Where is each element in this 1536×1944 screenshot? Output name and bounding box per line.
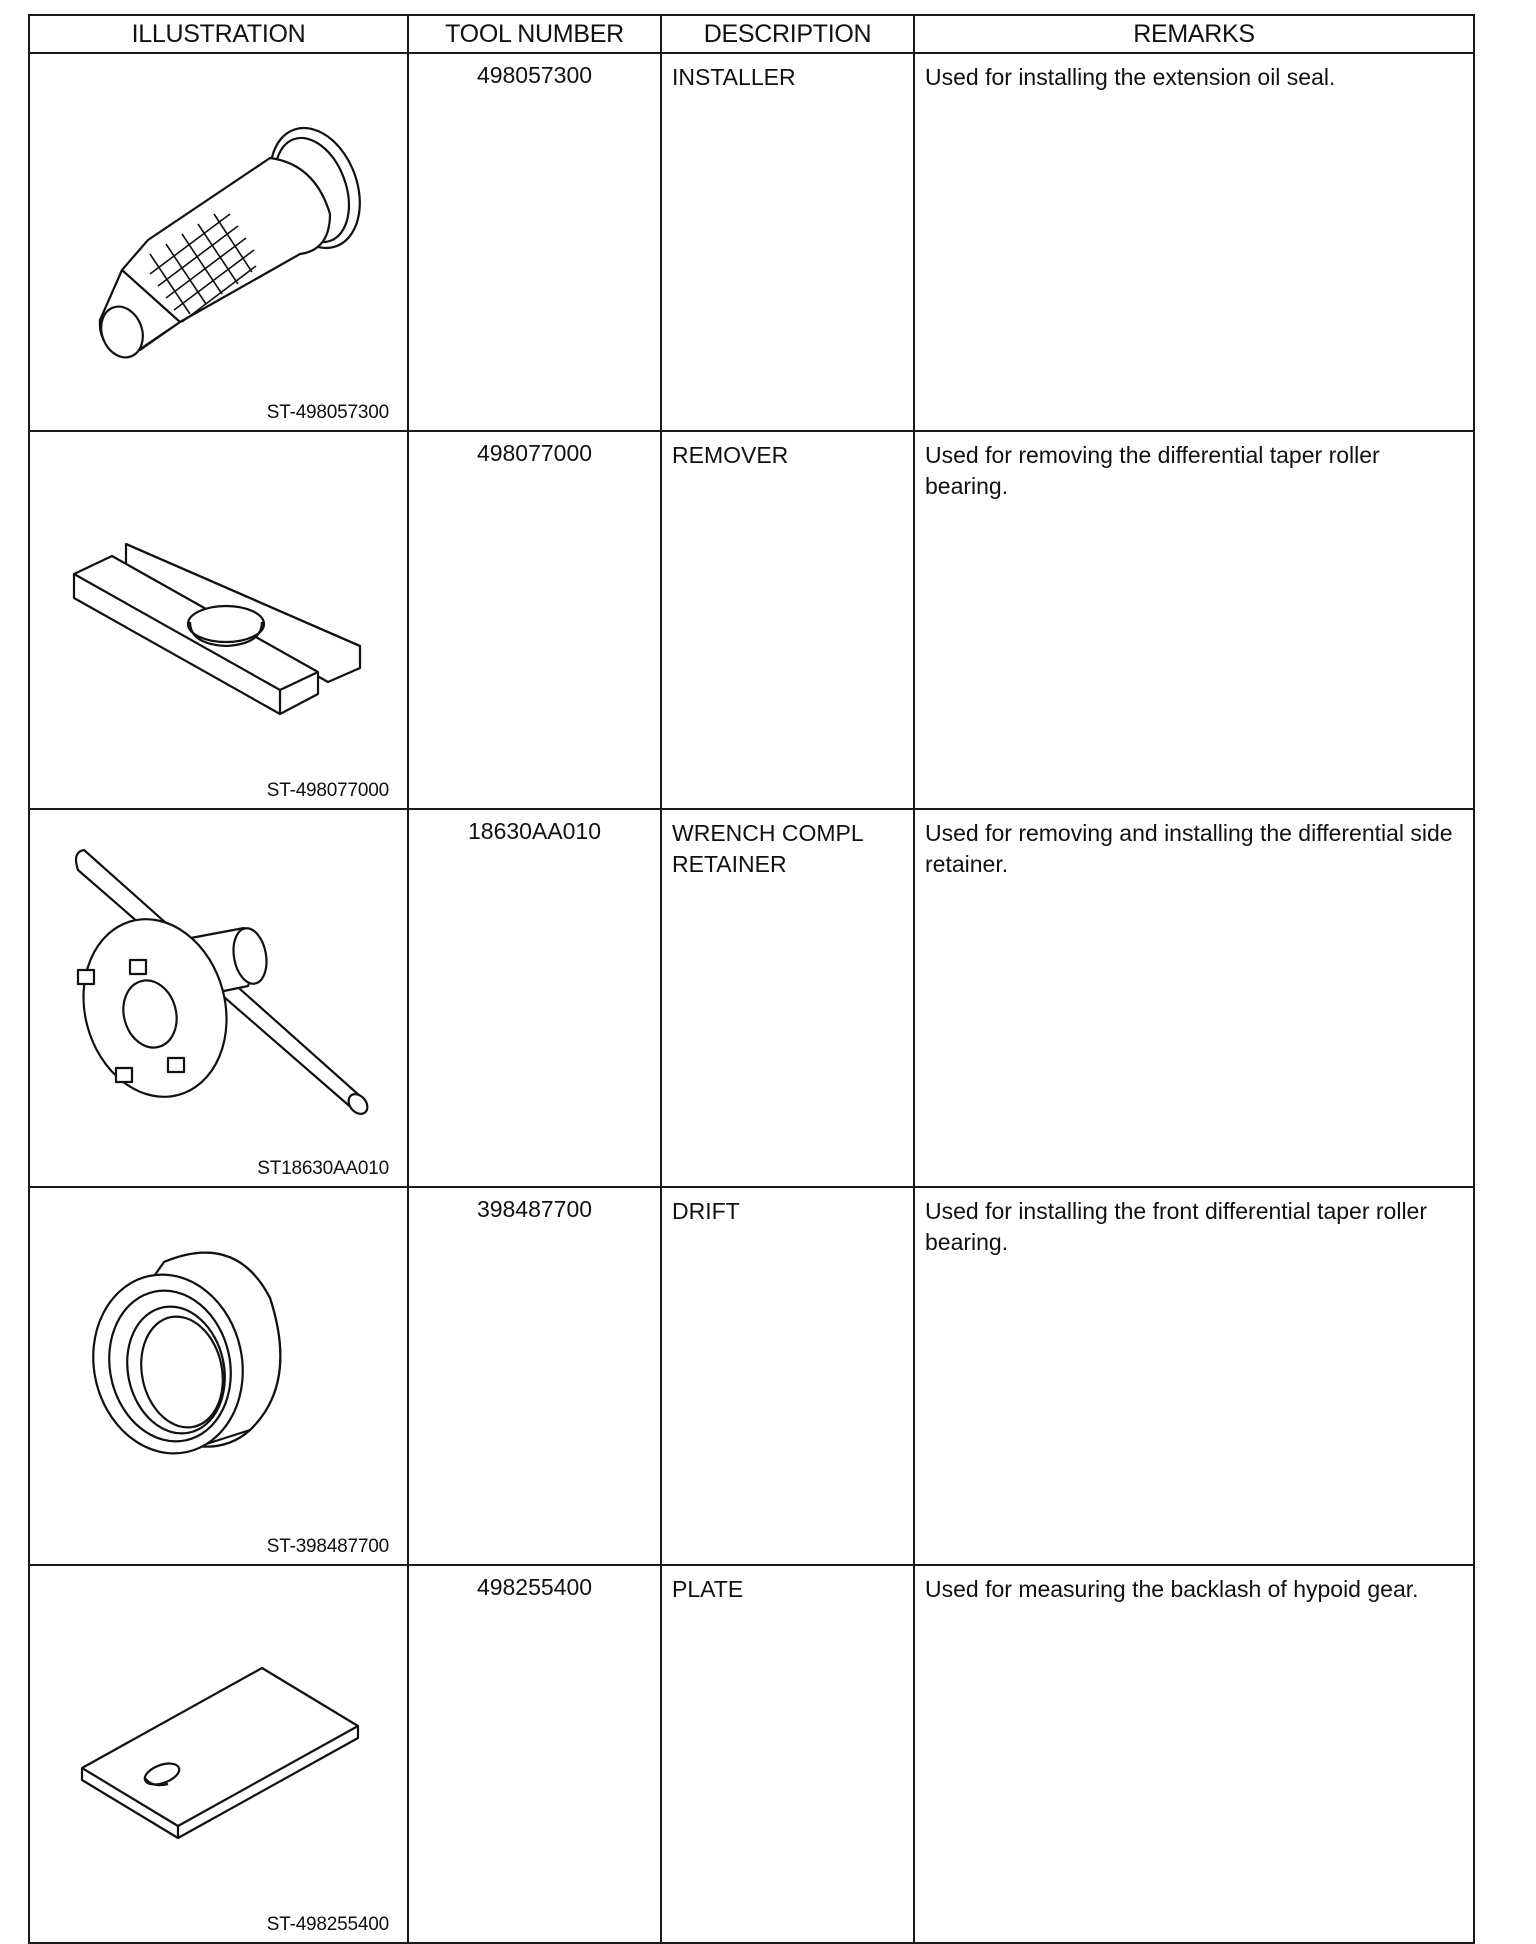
- illustration-caption: ST18630AA010: [257, 1158, 389, 1179]
- drift-icon: [30, 1188, 405, 1556]
- tool-number: 498057300: [408, 53, 661, 431]
- tool-remarks: Used for measuring the backlash of hypoid gear.: [914, 1565, 1474, 1943]
- illustration-caption: ST-498255400: [266, 1914, 389, 1935]
- tool-remarks: Used for installing the extension oil seal.: [914, 53, 1474, 431]
- tool-number: 498077000: [408, 431, 661, 809]
- illustration-cell: [29, 431, 408, 809]
- header-description: DESCRIPTION: [661, 15, 914, 53]
- table-row: [29, 431, 1474, 809]
- table-row: [29, 1565, 1474, 1943]
- illustration-caption: ST-498057300: [266, 402, 389, 423]
- tool-remarks: Used for removing the differential taper roller bearing.: [914, 431, 1474, 809]
- tool-number: 18630AA010: [408, 809, 661, 1187]
- table-row: [29, 809, 1474, 1187]
- illustration-cell: [29, 1565, 408, 1943]
- illustration-caption: ST-398487700: [266, 1536, 389, 1557]
- installer-icon: [30, 54, 405, 422]
- tool-number: 498255400: [408, 1565, 661, 1943]
- plate-icon: [30, 1566, 405, 1934]
- header-remarks: REMARKS: [914, 15, 1474, 53]
- tool-description: INSTALLER: [661, 53, 914, 431]
- table-row: [29, 53, 1474, 431]
- tool-remarks: Used for removing and installing the differential side retainer.: [914, 809, 1474, 1187]
- wrench-icon: [30, 810, 405, 1178]
- illustration-cell: [29, 1187, 408, 1565]
- tool-description: REMOVER: [661, 431, 914, 809]
- header-tool-number: TOOL NUMBER: [408, 15, 661, 53]
- special-tools-table: [28, 14, 1475, 1944]
- tool-remarks: Used for installing the front differential taper roller bearing.: [914, 1187, 1474, 1565]
- remover-icon: [30, 432, 405, 800]
- tool-description: DRIFT: [661, 1187, 914, 1565]
- illustration-cell: [29, 53, 408, 431]
- header-row: [29, 15, 1474, 53]
- header-illustration: ILLUSTRATION: [29, 15, 408, 53]
- illustration-cell: [29, 809, 408, 1187]
- tool-number: 398487700: [408, 1187, 661, 1565]
- table-row: [29, 1187, 1474, 1565]
- tool-description: WRENCH COMPL RETAINER: [661, 809, 914, 1187]
- tool-description: PLATE: [661, 1565, 914, 1943]
- illustration-caption: ST-498077000: [266, 780, 389, 801]
